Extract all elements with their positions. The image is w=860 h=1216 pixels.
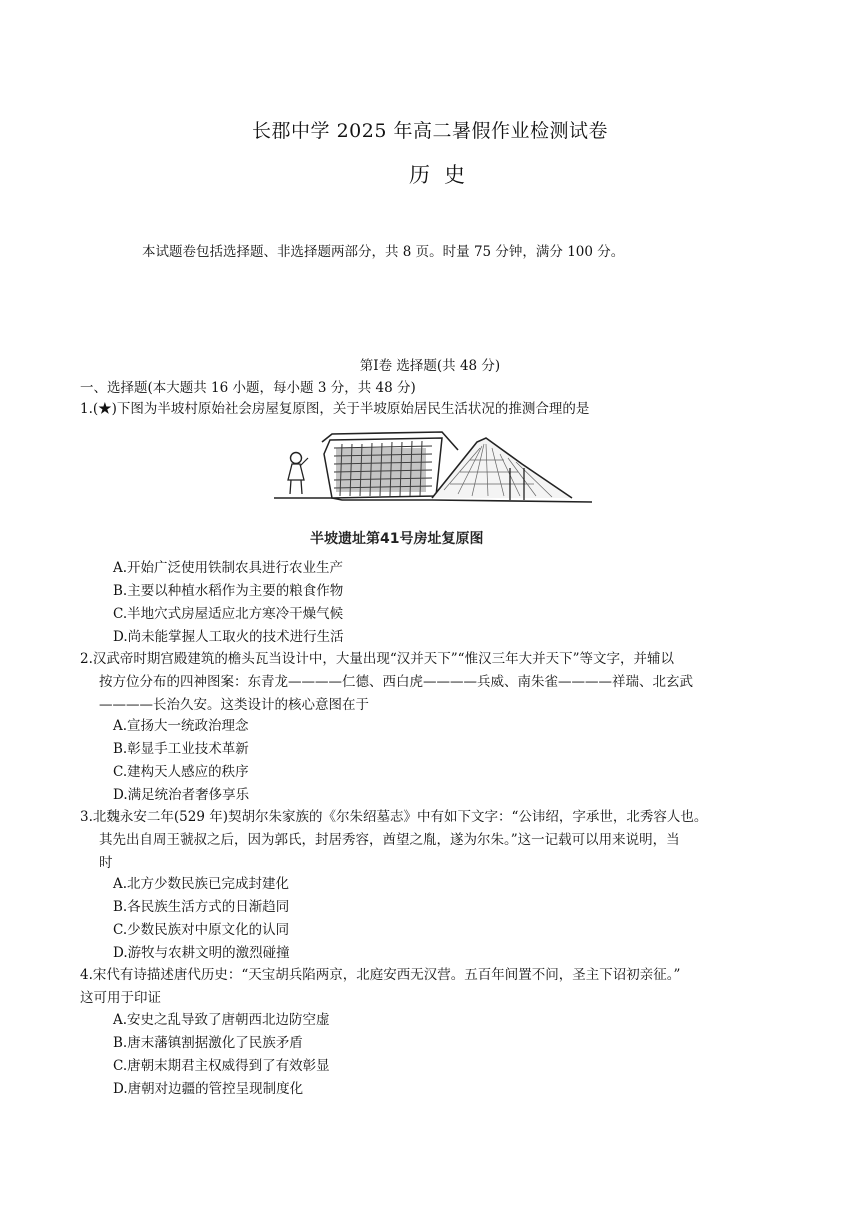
question-4-option-a: A.安史之乱导致了唐朝西北边防空虚 xyxy=(113,1012,330,1028)
question-2-line-2: 按方位分布的四神图案：东青龙————仁德、西白虎————兵威、南朱雀————祥瑞、北玄武 xyxy=(99,674,693,690)
question-1-option-c: C.半地穴式房屋适应北方寒冷干燥气候 xyxy=(113,606,344,622)
question-1-stem: 1.(★)下图为半坡村原始社会房屋复原图，关于半坡原始居民生活状况的推测合理的是 xyxy=(80,401,590,417)
question-1-option-b: B.主要以种植水稻作为主要的粮食作物 xyxy=(113,583,344,599)
question-2-stem xyxy=(80,648,784,717)
question-4-option-d: D.唐朝对边疆的管控呈现制度化 xyxy=(113,1081,304,1097)
question-3-option-b: B.各民族生活方式的日渐趋同 xyxy=(113,899,290,915)
question-1-option-a: A.开始广泛使用铁制农具进行农业生产 xyxy=(113,560,344,576)
question-2-line-1: 2.汉武帝时期宫殿建筑的檐头瓦当设计中，大量出现“汉并天下”“惟汉三年大并天下”等文字，并辅以 xyxy=(80,651,674,667)
question-3-stem xyxy=(80,806,784,875)
section-heading: 一、选择题(本大题共 16 小题，每小题 3 分，共 48 分) xyxy=(80,380,416,396)
question-3-line-2: 其先出自周王虢叔之后，因为郭氏，封居秀容，酋望之胤，遂为尔朱。”这一记载可以用来说明，当 xyxy=(99,832,680,848)
question-4 xyxy=(80,964,784,1010)
question-4-option-b: B.唐末藩镇割据激化了民族矛盾 xyxy=(113,1035,303,1051)
question-1 xyxy=(80,398,784,421)
question-3-line-1: 3.北魏永安二年(529 年)契胡尔朱家族的《尔朱绍墓志》中有如下文字：“公讳绍，字承世，北秀容人也。 xyxy=(80,809,708,825)
question-2-option-d: D.满足统治者奢侈享乐 xyxy=(113,787,250,803)
question-2-option-b: B.彰显手工业技术革新 xyxy=(113,741,249,757)
exam-instructions: 本试题卷包括选择题、非选择题两部分，共 8 页。时量 75 分钟，满分 100 分。 xyxy=(142,244,625,260)
question-3-option-a: A.北方少数民族已完成封建化 xyxy=(113,876,290,892)
question-4-line-1: 4.宋代有诗描述唐代历史：“天宝胡兵陷两京，北庭安西无汉营。五百年间置不问，圣主下诏初亲征。” xyxy=(80,967,681,983)
figure-caption: 半坡遗址第41号房址复原图 xyxy=(310,531,484,547)
question-2-line-3: ————长治久安。这类设计的核心意图在于 xyxy=(99,697,369,713)
question-2 xyxy=(80,648,784,717)
question-4-line-2: 这可用于印证 xyxy=(80,990,161,1006)
question-3 xyxy=(80,806,784,875)
question-3-line-3: 时 xyxy=(99,855,113,871)
question-1-option-d: D.尚未能掌握人工取火的技术进行生活 xyxy=(113,629,344,645)
question-3-option-d: D.游牧与农耕文明的激烈碰撞 xyxy=(113,945,290,961)
exam-title: 长郡中学 2025 年高二暑假作业检测试卷 xyxy=(252,120,608,142)
question-4-option-c: C.唐朝末期君主权威得到了有效彰显 xyxy=(113,1058,330,1074)
question-2-option-a: A.宣扬大一统政治理念 xyxy=(113,718,249,734)
question-2-option-c: C.建构天人感应的秩序 xyxy=(113,764,249,780)
question-3-option-c: C.少数民族对中原文化的认同 xyxy=(113,922,290,938)
part-title: 第Ⅰ卷 选择题(共 48 分) xyxy=(359,358,501,374)
question-4-stem xyxy=(80,964,784,1010)
exam-subject: 历史 xyxy=(409,163,479,187)
